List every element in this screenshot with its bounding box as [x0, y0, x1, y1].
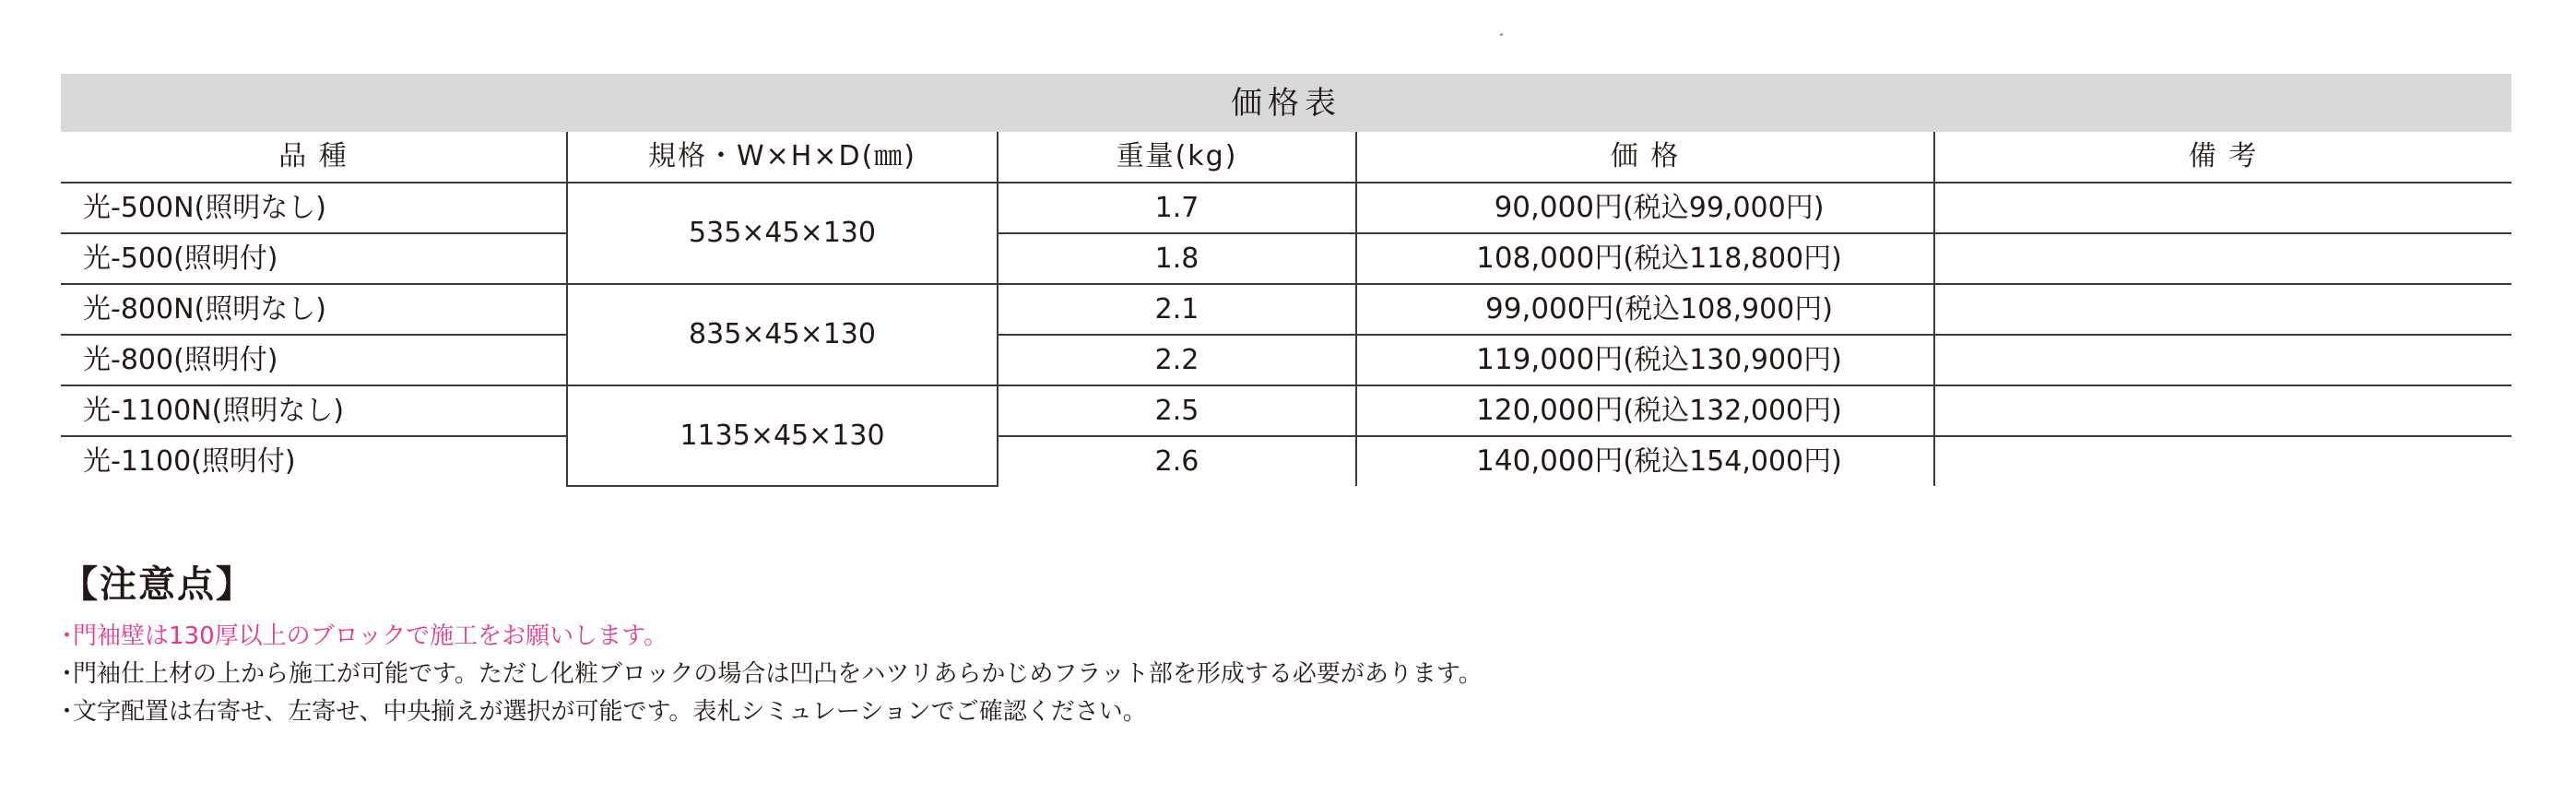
price-with-tax: (税込108,900円)	[1613, 293, 1833, 325]
product-name: 光-1100N(照明なし)	[61, 385, 567, 436]
note-item-installation: ･門袖仕上材の上から施工が可能です。ただし化粧ブロックの場合は凹凸をハツリあらかじめフラット部を形成する必要があります。	[61, 660, 1483, 688]
product-weight: 2.1	[998, 284, 1356, 335]
price-with-tax: (税込130,900円)	[1623, 344, 1842, 376]
product-price	[1356, 335, 1934, 385]
table-caption: 価格表	[61, 74, 2511, 132]
header-weight: 重量(kg)	[998, 132, 1356, 183]
product-weight: 2.5	[998, 385, 1356, 436]
table-row	[61, 284, 2511, 335]
product-name: 光-500N(照明なし)	[61, 183, 567, 233]
notes-heading: 【注意点】	[61, 563, 254, 606]
table-row	[61, 385, 2511, 436]
product-price	[1356, 436, 1934, 486]
table-row	[61, 233, 2511, 284]
product-remarks	[1934, 335, 2511, 385]
price-amount: 140,000円	[1476, 444, 1624, 478]
product-price	[1356, 385, 1934, 436]
price-amount: 90,000円	[1494, 191, 1624, 224]
table-row	[61, 335, 2511, 385]
product-price	[1356, 284, 1934, 335]
header-name: 品 種	[61, 132, 567, 183]
product-size: 1135×45×130	[567, 385, 998, 486]
product-remarks	[1934, 436, 2511, 486]
notes-section	[61, 564, 2458, 731]
product-name: 光-500(照明付)	[61, 233, 567, 284]
product-weight: 1.8	[998, 233, 1356, 284]
table-row	[61, 183, 2511, 233]
header-remarks: 備 考	[1934, 132, 2511, 183]
price-with-tax: (税込99,000円)	[1623, 192, 1825, 224]
price-amount: 108,000円	[1476, 242, 1624, 275]
product-price	[1356, 233, 1934, 284]
price-with-tax: (税込118,800円)	[1623, 243, 1842, 275]
product-name: 光-800(照明付)	[61, 335, 567, 385]
note-item-wall-thickness: ･門袖壁は130厚以上のブロックで施工をお願いします。	[61, 622, 668, 650]
product-weight: 2.2	[998, 335, 1356, 385]
product-remarks	[1934, 284, 2511, 335]
product-weight: 2.6	[998, 436, 1356, 486]
top-dot-mark	[1500, 33, 1503, 36]
product-weight: 1.7	[998, 183, 1356, 233]
price-with-tax: (税込154,000円)	[1623, 445, 1842, 478]
product-remarks	[1934, 233, 2511, 284]
product-name: 光-800N(照明なし)	[61, 284, 567, 335]
price-table	[61, 74, 2511, 487]
note-item-text-alignment: ･文字配置は右寄せ、左寄せ、中央揃えが選択が可能です。表札シミュレーションでご確認ください。	[61, 698, 1147, 726]
product-size: 535×45×130	[567, 183, 998, 284]
table-row	[61, 436, 2511, 486]
product-remarks	[1934, 385, 2511, 436]
price-amount: 99,000円	[1485, 292, 1614, 325]
price-amount: 120,000円	[1476, 394, 1624, 427]
product-name: 光-1100(照明付)	[83, 444, 296, 478]
price-with-tax: (税込132,000円)	[1623, 395, 1842, 427]
product-price	[1356, 183, 1934, 233]
header-size: 規格・W×H×D(㎜)	[567, 132, 998, 183]
price-amount: 119,000円	[1476, 343, 1624, 376]
product-size: 835×45×130	[567, 284, 998, 385]
product-remarks	[1934, 183, 2511, 233]
header-price: 価 格	[1356, 132, 1934, 183]
